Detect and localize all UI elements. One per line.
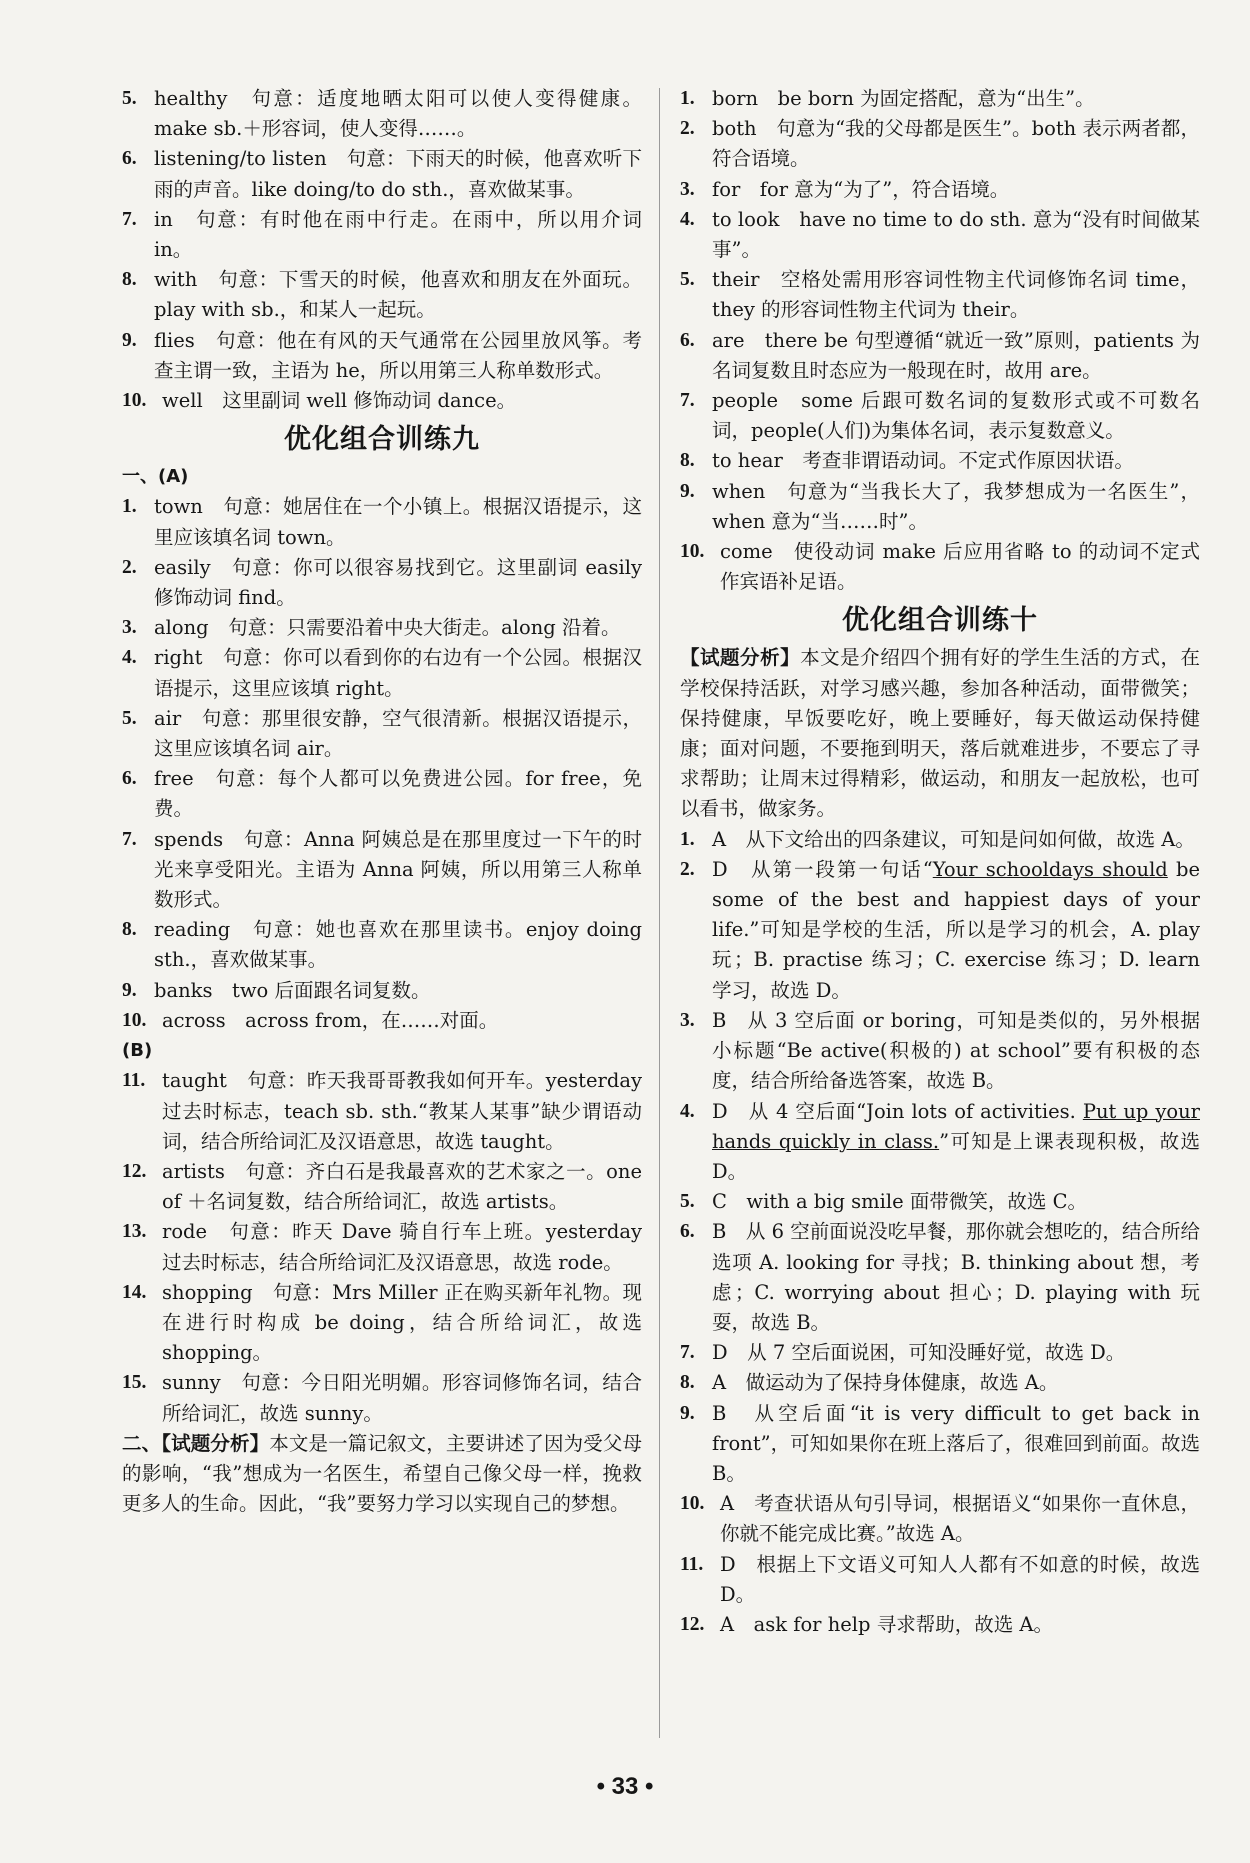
answer-item bbox=[122, 265, 642, 325]
item-text: born be born 为固定搭配，意为“出生”。 bbox=[712, 87, 1095, 110]
item-text: both 句意为“我的父母都是医生”。both 表示两者都，符合语境。 bbox=[712, 117, 1200, 171]
answer-item bbox=[122, 1217, 642, 1277]
part-2-label: 二、【试题分析】 bbox=[122, 1431, 270, 1455]
answer-item bbox=[680, 1368, 1200, 1398]
analysis-label: 【试题分析】 bbox=[680, 646, 801, 670]
item-text: come 使役动词 make 后应用省略 to 的动词不定式作宾语补足语。 bbox=[720, 540, 1200, 594]
item-text: banks two 后面跟名词复数。 bbox=[154, 978, 431, 1002]
analysis-paragraph bbox=[680, 643, 1200, 824]
answer-item bbox=[122, 144, 642, 204]
answer-item bbox=[680, 1006, 1200, 1097]
answer-item bbox=[680, 1550, 1200, 1610]
answer-item bbox=[122, 1368, 642, 1428]
item-text: town 句意：她居住在一个小镇上。根据汉语提示，这里应该填名词 town。 bbox=[154, 495, 642, 549]
item-number: 8. bbox=[122, 919, 137, 941]
answer-item bbox=[680, 477, 1200, 537]
answer-item bbox=[122, 205, 642, 265]
answer-item bbox=[122, 553, 642, 613]
part-2-text: 本文是一篇记叙文，主要讲述了因为受父母的影响，“我”想成为一名医生，希望自己像父母一样，挽救更多人的生命。因此，“我”要努力学习以实现自己的梦想。 bbox=[122, 1431, 642, 1516]
item-number: 10. bbox=[122, 390, 147, 412]
item-number: 12. bbox=[122, 1160, 147, 1182]
answer-item bbox=[680, 84, 1200, 114]
item-number: 8. bbox=[680, 1372, 695, 1394]
part-2-analysis bbox=[122, 1429, 642, 1520]
section-title-9: 优化组合训练九 bbox=[284, 424, 480, 456]
item-text: air 句意：那里很安静，空气很清新。根据汉语提示，这里应该填名词 air。 bbox=[154, 706, 642, 761]
answer-item bbox=[680, 386, 1200, 446]
answer-item bbox=[680, 855, 1200, 1006]
item-text: D 根据上下文语义可知人人都有不如意的时候，故选 D。 bbox=[720, 1552, 1200, 1606]
answer-item bbox=[122, 386, 642, 416]
item-number: 6. bbox=[680, 329, 695, 351]
answer-item bbox=[122, 1066, 642, 1157]
answer-item bbox=[680, 175, 1200, 205]
answer-item bbox=[122, 643, 642, 703]
item-text: shopping 句意：Mrs Miller 正在购买新年礼物。现在进行时构成 be doing，结合所给词汇，故选 shopping。 bbox=[162, 1280, 642, 1365]
item-text: flies 句意：他在有风的天气通常在公园里放风筝。考查主谓一致，主语为 he，所以用第三人称单数形式。 bbox=[154, 328, 642, 382]
part-2-answers bbox=[680, 84, 1200, 597]
item-number: 12. bbox=[680, 1613, 705, 1635]
item-text: free 句意：每个人都可以免费进公园。for free，免费。 bbox=[154, 767, 642, 821]
item-text: A 考查状语从句引导词，根据语义“如果你一直休息，你就不能完成比赛。”故选 A。 bbox=[720, 1492, 1200, 1546]
item-text: B 从 3 空后面 or boring，可知是类似的，另外根据小标题“Be active(积极的) at school”要有积极的态度，结合所给备选答案，故选 B。 bbox=[712, 1008, 1200, 1093]
item-text: listening/to listen 句意：下雨天的时候，他喜欢听下雨的声音。like doing/to do sth.，喜欢做某事。 bbox=[154, 147, 642, 201]
item-text: across across from，在……对面。 bbox=[162, 1008, 499, 1032]
item-number: 7. bbox=[680, 1342, 695, 1364]
item-number: 8. bbox=[680, 450, 695, 472]
analysis-text: 本文是介绍四个拥有好的学生生活的方式，在学校保持活跃，对学习感兴趣，参加各种活动，面带微笑；保持健康，早饭要吃好，晚上要睡好，每天做运动保持健康；面对问题，不要拖到明天，落后就难进步，不要忘了寻求帮助；让周末过得精彩，做运动，和朋友一起放松，也可以看书，做家务。 bbox=[680, 646, 1200, 821]
item-number: 2. bbox=[122, 556, 137, 578]
item-text: reading 句意：她也喜欢在那里读书。enjoy doing sth.，喜欢做某事。 bbox=[154, 918, 642, 972]
section-title-10: 优化组合训练十 bbox=[842, 605, 1038, 637]
answer-item bbox=[680, 114, 1200, 174]
item-number: 1. bbox=[122, 496, 137, 518]
item-number: 9. bbox=[680, 480, 695, 502]
answer-item bbox=[680, 1610, 1200, 1640]
item-number: 6. bbox=[680, 1221, 695, 1243]
item-text: healthy 句意：适度地晒太阳可以使人变得健康。make sb.＋形容词，使人变得……。 bbox=[154, 87, 642, 141]
item-text: C with a big smile 面带微笑，故选 C。 bbox=[712, 1190, 1087, 1214]
underlined-quote: Your schooldays should bbox=[932, 857, 1168, 881]
answer-item bbox=[680, 1187, 1200, 1217]
item-number: 5. bbox=[122, 88, 137, 109]
item-number: 1. bbox=[680, 828, 695, 850]
answer-item bbox=[680, 1097, 1200, 1188]
item-text-cont: ”可知是上课表现积极，故选 D。 bbox=[712, 1129, 1200, 1183]
item-text: well 这里副词 well 修饰动词 dance。 bbox=[162, 389, 517, 413]
answer-item bbox=[680, 1399, 1200, 1490]
item-number: 7. bbox=[122, 828, 137, 850]
training-10-answers bbox=[680, 825, 1200, 1640]
item-text: to hear 考查非谓语动词。不定式作原因状语。 bbox=[712, 449, 1134, 473]
part-b-label: (B) bbox=[122, 1040, 153, 1062]
item-number: 3. bbox=[680, 1009, 695, 1031]
item-text: for for 意为“为了”，符合语境。 bbox=[712, 177, 1010, 201]
item-text: their 空格处需用形容词性物主代词修饰名词 time，they 的形容词性物主代词为 their。 bbox=[712, 268, 1200, 322]
item-text: B 从空后面“it is very difficult to get back in front”，可知如果你在班上落后了，很难回到前面。故选 B。 bbox=[712, 1401, 1200, 1485]
item-number: 8. bbox=[122, 269, 137, 291]
answer-item bbox=[680, 1217, 1200, 1338]
item-text: D 从 7 空后面说困，可知没睡好觉，故选 D。 bbox=[712, 1341, 1126, 1365]
item-number: 4. bbox=[680, 208, 695, 230]
answer-item bbox=[122, 764, 642, 824]
item-text: D 从 4 空后面“Join lots of activities. bbox=[712, 1099, 1083, 1123]
answer-item bbox=[122, 1278, 642, 1369]
item-text: to look have no time to do sth. 意为“没有时间做某事”。 bbox=[712, 207, 1200, 262]
item-number: 3. bbox=[122, 617, 137, 639]
item-number: 11. bbox=[680, 1553, 704, 1575]
item-number: 4. bbox=[122, 647, 137, 669]
column-divider bbox=[659, 88, 660, 1738]
item-text: B 从 6 空前面说没吃早餐，那你就会想吃的，结合所给选项 A. looking for 寻找；B. thinking about 想，考虑；C. worrying about 担心；D. playing with 玩耍，故选 B。 bbox=[712, 1220, 1200, 1334]
item-number: 3. bbox=[680, 178, 695, 200]
part-a-label: 一、(A) bbox=[122, 466, 189, 488]
item-number: 7. bbox=[680, 390, 695, 412]
item-number: 1. bbox=[680, 88, 695, 109]
item-text: spends 句意：Anna 阿姨总是在那里度过一下午的时光来享受阳光。主语为 Anna 阿姨，所以用第三人称单数形式。 bbox=[154, 827, 642, 912]
item-text: with 句意：下雪天的时候，他喜欢和朋友在外面玩。play with sb.，和某人一起玩。 bbox=[154, 268, 642, 322]
item-number: 2. bbox=[680, 858, 695, 880]
answer-item bbox=[680, 1489, 1200, 1549]
item-number: 14. bbox=[122, 1281, 147, 1303]
item-text: taught 句意：昨天我哥哥教我如何开车。yesterday 过去时标志，teach sb. sth.“教某人某事”缺少谓语动词，结合所给词汇及汉语意思，故选 taught。 bbox=[162, 1069, 642, 1153]
answer-item bbox=[122, 492, 642, 552]
item-number: 15. bbox=[122, 1372, 147, 1394]
item-number: 9. bbox=[122, 329, 137, 351]
item-text: rode 句意：昨天 Dave 骑自行车上班。yesterday 过去时标志，结合所给词汇及汉语意思，故选 rode。 bbox=[162, 1220, 642, 1274]
answer-item bbox=[122, 704, 642, 764]
item-text: people some 后跟可数名词的复数形式或不可数名词，people(人们)为集体名词，表示复数意义。 bbox=[712, 389, 1200, 443]
item-number: 4. bbox=[680, 1100, 695, 1122]
item-number: 5. bbox=[680, 269, 695, 291]
part-b-answers bbox=[122, 1066, 642, 1428]
part-a-answers bbox=[122, 492, 642, 1036]
answer-item bbox=[680, 446, 1200, 476]
page-number: • 33 • bbox=[596, 1773, 654, 1800]
item-text: artists 句意：齐白石是我最喜欢的艺术家之一。one of ＋名词复数，结合所给词汇，故选 artists。 bbox=[162, 1159, 642, 1214]
item-text: in 句意：有时他在雨中行走。在雨中，所以用介词 in。 bbox=[154, 207, 642, 262]
item-number: 5. bbox=[680, 1191, 695, 1213]
left-column bbox=[122, 84, 642, 1519]
answer-item bbox=[680, 265, 1200, 325]
right-column bbox=[680, 84, 1200, 1640]
item-number: 5. bbox=[122, 707, 137, 729]
item-text: are there be 句型遵循“就近一致”原则，patients 为名词复数且时态应为一般现在时，故用 are。 bbox=[712, 328, 1200, 382]
item-text: D 从第一段第一句话“ bbox=[712, 857, 933, 881]
answer-item bbox=[122, 613, 642, 643]
item-text: sunny 句意：今日阳光明媚。形容词修饰名词，结合所给词汇，故选 sunny。 bbox=[162, 1371, 642, 1425]
left-answers-continued bbox=[122, 84, 642, 416]
answer-item bbox=[122, 825, 642, 916]
answer-item bbox=[122, 84, 642, 144]
answer-item bbox=[680, 326, 1200, 386]
answer-item bbox=[680, 825, 1200, 855]
answer-item bbox=[122, 1157, 642, 1217]
item-number: 9. bbox=[680, 1402, 695, 1424]
item-number: 2. bbox=[680, 118, 695, 140]
answer-item bbox=[680, 537, 1200, 597]
answer-item bbox=[122, 976, 642, 1006]
item-text: along 句意：只需要沿着中央大街走。along 沿着。 bbox=[154, 616, 621, 640]
item-text-cont: be some of the best and happiest days of your life.”可知是学校的生活，所以是学习的机会，A. play 玩；B. practise 练习；C. exercise 练习；D. learn 学习，故选 D。 bbox=[712, 857, 1200, 1002]
underlined-quote: Put up your hands quickly in class. bbox=[712, 1099, 1200, 1153]
item-number: 10. bbox=[680, 541, 705, 563]
answer-item bbox=[680, 205, 1200, 265]
item-number: 10. bbox=[680, 1493, 705, 1515]
item-number: 13. bbox=[122, 1221, 147, 1243]
item-number: 6. bbox=[122, 148, 137, 170]
item-text: when 句意为“当我长大了，我梦想成为一名医生”，when 意为“当……时”。 bbox=[712, 479, 1200, 533]
item-number: 6. bbox=[122, 768, 137, 790]
answer-item bbox=[122, 1006, 642, 1036]
item-text: easily 句意：你可以很容易找到它。这里副词 easily 修饰动词 find。 bbox=[154, 555, 642, 610]
answer-item bbox=[122, 326, 642, 386]
item-text: A 做运动为了保持身体健康，故选 A。 bbox=[712, 1371, 1059, 1395]
item-text: A ask for help 寻求帮助，故选 A。 bbox=[720, 1612, 1054, 1636]
item-text: right 句意：你可以看到你的右边有一个公园。根据汉语提示，这里应该填 right。 bbox=[154, 646, 642, 700]
item-number: 10. bbox=[122, 1009, 147, 1031]
item-number: 11. bbox=[122, 1070, 146, 1092]
item-number: 7. bbox=[122, 208, 137, 230]
item-number: 9. bbox=[122, 979, 137, 1001]
item-text: A 从下文给出的四条建议，可知是问如何做，故选 A。 bbox=[712, 827, 1195, 851]
answer-item bbox=[680, 1338, 1200, 1368]
answer-item bbox=[122, 915, 642, 975]
